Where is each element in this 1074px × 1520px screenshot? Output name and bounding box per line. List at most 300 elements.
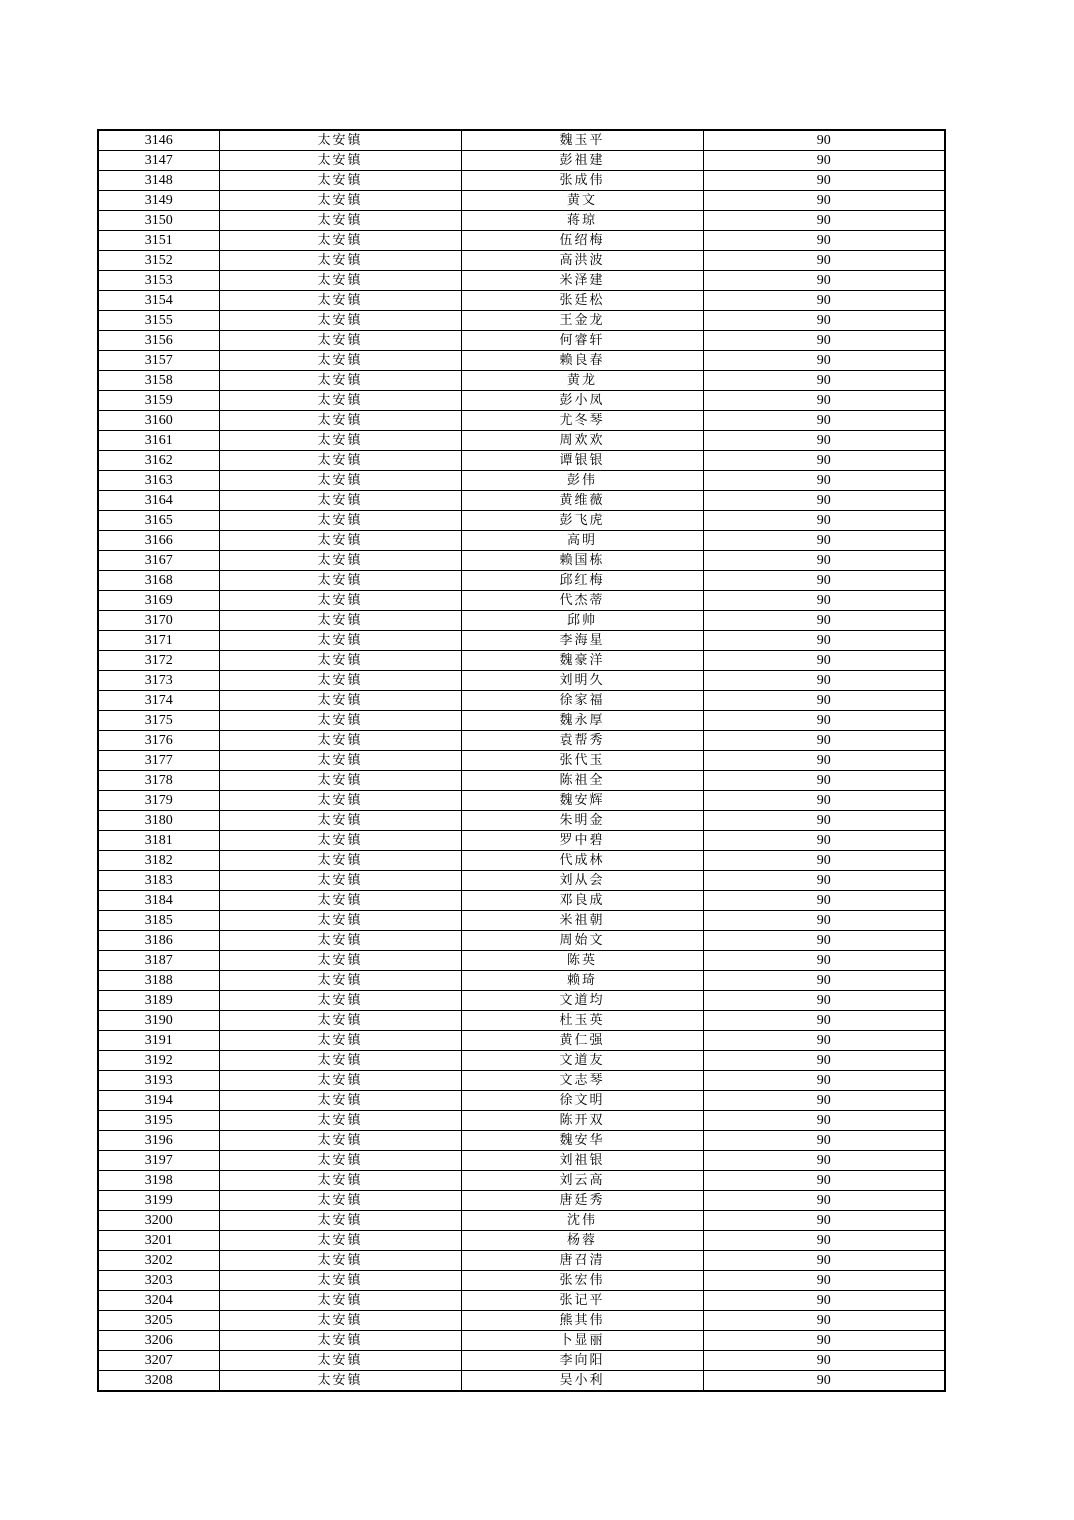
name-cell: 何睿轩: [461, 331, 703, 351]
serial-number-cell: 3167: [98, 551, 219, 571]
serial-number-cell: 3163: [98, 471, 219, 491]
score-cell: 90: [703, 651, 945, 671]
score-cell: 90: [703, 231, 945, 251]
town-cell: 太安镇: [219, 1051, 461, 1071]
town-cell: 太安镇: [219, 671, 461, 691]
town-cell: 太安镇: [219, 331, 461, 351]
table-row: [98, 291, 945, 311]
name-cell: 唐召清: [461, 1251, 703, 1271]
table-row: [98, 951, 945, 971]
town-cell: 太安镇: [219, 251, 461, 271]
serial-number-cell: 3187: [98, 951, 219, 971]
score-cell: 90: [703, 1031, 945, 1051]
serial-number-cell: 3159: [98, 391, 219, 411]
name-cell: 张代玉: [461, 751, 703, 771]
score-cell: 90: [703, 591, 945, 611]
name-cell: 彭伟: [461, 471, 703, 491]
name-cell: 彭小凤: [461, 391, 703, 411]
town-cell: 太安镇: [219, 951, 461, 971]
name-cell: 邱帅: [461, 611, 703, 631]
serial-number-cell: 3169: [98, 591, 219, 611]
table-row: [98, 811, 945, 831]
records-table: [97, 129, 946, 1392]
serial-number-cell: 3153: [98, 271, 219, 291]
table-row: [98, 171, 945, 191]
score-cell: 90: [703, 1171, 945, 1191]
score-cell: 90: [703, 1311, 945, 1331]
score-cell: 90: [703, 1151, 945, 1171]
name-cell: 黄维薇: [461, 491, 703, 511]
table-row: [98, 231, 945, 251]
serial-number-cell: 3204: [98, 1291, 219, 1311]
name-cell: 邓良成: [461, 891, 703, 911]
town-cell: 太安镇: [219, 571, 461, 591]
town-cell: 太安镇: [219, 451, 461, 471]
score-cell: 90: [703, 311, 945, 331]
score-cell: 90: [703, 1331, 945, 1351]
score-cell: 90: [703, 851, 945, 871]
table-row: [98, 531, 945, 551]
town-cell: 太安镇: [219, 551, 461, 571]
serial-number-cell: 3201: [98, 1231, 219, 1251]
serial-number-cell: 3182: [98, 851, 219, 871]
score-cell: 90: [703, 1071, 945, 1091]
score-cell: 90: [703, 431, 945, 451]
serial-number-cell: 3200: [98, 1211, 219, 1231]
table-row: [98, 511, 945, 531]
score-cell: 90: [703, 391, 945, 411]
name-cell: 高明: [461, 531, 703, 551]
serial-number-cell: 3202: [98, 1251, 219, 1271]
score-cell: 90: [703, 511, 945, 531]
town-cell: 太安镇: [219, 1031, 461, 1051]
town-cell: 太安镇: [219, 991, 461, 1011]
score-cell: 90: [703, 991, 945, 1011]
name-cell: 黄文: [461, 191, 703, 211]
name-cell: 文志琴: [461, 1071, 703, 1091]
town-cell: 太安镇: [219, 971, 461, 991]
score-cell: 90: [703, 191, 945, 211]
score-cell: 90: [703, 871, 945, 891]
score-cell: 90: [703, 691, 945, 711]
score-cell: 90: [703, 291, 945, 311]
town-cell: 太安镇: [219, 891, 461, 911]
serial-number-cell: 3148: [98, 171, 219, 191]
table-row: [98, 571, 945, 591]
serial-number-cell: 3150: [98, 211, 219, 231]
serial-number-cell: 3198: [98, 1171, 219, 1191]
table-row: [98, 1371, 945, 1392]
town-cell: 太安镇: [219, 691, 461, 711]
table-row: [98, 471, 945, 491]
serial-number-cell: 3156: [98, 331, 219, 351]
score-cell: 90: [703, 451, 945, 471]
table-row: [98, 1011, 945, 1031]
table-row: [98, 431, 945, 451]
score-cell: 90: [703, 1131, 945, 1151]
table-row: [98, 891, 945, 911]
score-cell: 90: [703, 531, 945, 551]
score-cell: 90: [703, 791, 945, 811]
name-cell: 尤冬琴: [461, 411, 703, 431]
serial-number-cell: 3196: [98, 1131, 219, 1151]
table-row: [98, 851, 945, 871]
serial-number-cell: 3164: [98, 491, 219, 511]
table-row: [98, 1291, 945, 1311]
table-row: [98, 991, 945, 1011]
name-cell: 赖琦: [461, 971, 703, 991]
name-cell: 徐文明: [461, 1091, 703, 1111]
records-table-body: [98, 130, 945, 1391]
name-cell: 熊其伟: [461, 1311, 703, 1331]
serial-number-cell: 3206: [98, 1331, 219, 1351]
town-cell: 太安镇: [219, 831, 461, 851]
score-cell: 90: [703, 971, 945, 991]
score-cell: 90: [703, 371, 945, 391]
serial-number-cell: 3168: [98, 571, 219, 591]
score-cell: 90: [703, 571, 945, 591]
serial-number-cell: 3165: [98, 511, 219, 531]
town-cell: 太安镇: [219, 1011, 461, 1031]
town-cell: 太安镇: [219, 1291, 461, 1311]
name-cell: 邱红梅: [461, 571, 703, 591]
table-row: [98, 731, 945, 751]
table-row: [98, 1331, 945, 1351]
name-cell: 张成伟: [461, 171, 703, 191]
name-cell: 张记平: [461, 1291, 703, 1311]
serial-number-cell: 3155: [98, 311, 219, 331]
table-row: [98, 871, 945, 891]
serial-number-cell: 3192: [98, 1051, 219, 1071]
town-cell: 太安镇: [219, 1231, 461, 1251]
score-cell: 90: [703, 771, 945, 791]
town-cell: 太安镇: [219, 731, 461, 751]
score-cell: 90: [703, 1271, 945, 1291]
table-row: [98, 1111, 945, 1131]
town-cell: 太安镇: [219, 151, 461, 171]
serial-number-cell: 3207: [98, 1351, 219, 1371]
table-row: [98, 791, 945, 811]
score-cell: 90: [703, 151, 945, 171]
serial-number-cell: 3172: [98, 651, 219, 671]
score-cell: 90: [703, 1231, 945, 1251]
table-row: [98, 1311, 945, 1331]
table-row: [98, 651, 945, 671]
table-row: [98, 751, 945, 771]
town-cell: 太安镇: [219, 171, 461, 191]
score-cell: 90: [703, 1211, 945, 1231]
table-row: [98, 1131, 945, 1151]
town-cell: 太安镇: [219, 1111, 461, 1131]
table-row: [98, 671, 945, 691]
town-cell: 太安镇: [219, 751, 461, 771]
town-cell: 太安镇: [219, 1071, 461, 1091]
town-cell: 太安镇: [219, 291, 461, 311]
town-cell: 太安镇: [219, 1311, 461, 1331]
score-cell: 90: [703, 331, 945, 351]
table-row: [98, 311, 945, 331]
name-cell: 张廷松: [461, 291, 703, 311]
name-cell: 米泽建: [461, 271, 703, 291]
serial-number-cell: 3190: [98, 1011, 219, 1031]
table-row: [98, 691, 945, 711]
town-cell: 太安镇: [219, 911, 461, 931]
serial-number-cell: 3203: [98, 1271, 219, 1291]
serial-number-cell: 3175: [98, 711, 219, 731]
score-cell: 90: [703, 271, 945, 291]
town-cell: 太安镇: [219, 1091, 461, 1111]
score-cell: 90: [703, 931, 945, 951]
serial-number-cell: 3146: [98, 130, 219, 151]
name-cell: 陈开双: [461, 1111, 703, 1131]
town-cell: 太安镇: [219, 651, 461, 671]
score-cell: 90: [703, 911, 945, 931]
table-row: [98, 151, 945, 171]
table-row: [98, 451, 945, 471]
score-cell: 90: [703, 611, 945, 631]
town-cell: 太安镇: [219, 1131, 461, 1151]
name-cell: 谭银银: [461, 451, 703, 471]
serial-number-cell: 3154: [98, 291, 219, 311]
town-cell: 太安镇: [219, 191, 461, 211]
serial-number-cell: 3194: [98, 1091, 219, 1111]
score-cell: 90: [703, 211, 945, 231]
town-cell: 太安镇: [219, 611, 461, 631]
town-cell: 太安镇: [219, 471, 461, 491]
table-row: [98, 1091, 945, 1111]
town-cell: 太安镇: [219, 871, 461, 891]
name-cell: 赖良春: [461, 351, 703, 371]
town-cell: 太安镇: [219, 211, 461, 231]
score-cell: 90: [703, 891, 945, 911]
score-cell: 90: [703, 351, 945, 371]
table-row: [98, 771, 945, 791]
town-cell: 太安镇: [219, 351, 461, 371]
serial-number-cell: 3166: [98, 531, 219, 551]
name-cell: 文道友: [461, 1051, 703, 1071]
table-row: [98, 631, 945, 651]
town-cell: 太安镇: [219, 591, 461, 611]
name-cell: 彭祖建: [461, 151, 703, 171]
table-row: [98, 1191, 945, 1211]
town-cell: 太安镇: [219, 271, 461, 291]
table-row: [98, 491, 945, 511]
town-cell: 太安镇: [219, 411, 461, 431]
town-cell: 太安镇: [219, 771, 461, 791]
name-cell: 王金龙: [461, 311, 703, 331]
table-row: [98, 591, 945, 611]
name-cell: 唐廷秀: [461, 1191, 703, 1211]
serial-number-cell: 3183: [98, 871, 219, 891]
name-cell: 魏安辉: [461, 791, 703, 811]
table-row: [98, 1351, 945, 1371]
town-cell: 太安镇: [219, 311, 461, 331]
serial-number-cell: 3147: [98, 151, 219, 171]
name-cell: 吴小利: [461, 1371, 703, 1392]
score-cell: 90: [703, 751, 945, 771]
serial-number-cell: 3186: [98, 931, 219, 951]
score-cell: 90: [703, 251, 945, 271]
table-row: [98, 1151, 945, 1171]
table-row: [98, 1231, 945, 1251]
name-cell: 文道均: [461, 991, 703, 1011]
table-row: [98, 551, 945, 571]
town-cell: 太安镇: [219, 1191, 461, 1211]
table-row: [98, 911, 945, 931]
serial-number-cell: 3174: [98, 691, 219, 711]
table-row: [98, 1051, 945, 1071]
table-row: [98, 1251, 945, 1271]
table-row: [98, 130, 945, 151]
serial-number-cell: 3180: [98, 811, 219, 831]
town-cell: 太安镇: [219, 1151, 461, 1171]
serial-number-cell: 3185: [98, 911, 219, 931]
town-cell: 太安镇: [219, 130, 461, 151]
town-cell: 太安镇: [219, 1371, 461, 1392]
name-cell: 黄龙: [461, 371, 703, 391]
serial-number-cell: 3160: [98, 411, 219, 431]
table-row: [98, 331, 945, 351]
table-row: [98, 1211, 945, 1231]
town-cell: 太安镇: [219, 371, 461, 391]
name-cell: 伍绍梅: [461, 231, 703, 251]
score-cell: 90: [703, 491, 945, 511]
serial-number-cell: 3170: [98, 611, 219, 631]
serial-number-cell: 3173: [98, 671, 219, 691]
score-cell: 90: [703, 1351, 945, 1371]
name-cell: 朱明金: [461, 811, 703, 831]
data-sheet: [97, 129, 946, 1392]
town-cell: 太安镇: [219, 1331, 461, 1351]
town-cell: 太安镇: [219, 931, 461, 951]
score-cell: 90: [703, 831, 945, 851]
table-row: [98, 351, 945, 371]
score-cell: 90: [703, 1251, 945, 1271]
serial-number-cell: 3205: [98, 1311, 219, 1331]
serial-number-cell: 3181: [98, 831, 219, 851]
serial-number-cell: 3191: [98, 1031, 219, 1051]
score-cell: 90: [703, 1371, 945, 1392]
serial-number-cell: 3149: [98, 191, 219, 211]
name-cell: 李海星: [461, 631, 703, 651]
town-cell: 太安镇: [219, 631, 461, 651]
table-row: [98, 931, 945, 951]
name-cell: 蒋琼: [461, 211, 703, 231]
name-cell: 高洪波: [461, 251, 703, 271]
name-cell: 杜玉英: [461, 1011, 703, 1031]
serial-number-cell: 3171: [98, 631, 219, 651]
table-row: [98, 371, 945, 391]
town-cell: 太安镇: [219, 531, 461, 551]
name-cell: 陈祖全: [461, 771, 703, 791]
score-cell: 90: [703, 471, 945, 491]
town-cell: 太安镇: [219, 511, 461, 531]
score-cell: 90: [703, 811, 945, 831]
name-cell: 刘祖银: [461, 1151, 703, 1171]
table-row: [98, 711, 945, 731]
score-cell: 90: [703, 551, 945, 571]
serial-number-cell: 3193: [98, 1071, 219, 1091]
name-cell: 魏安华: [461, 1131, 703, 1151]
name-cell: 袁帮秀: [461, 731, 703, 751]
serial-number-cell: 3177: [98, 751, 219, 771]
score-cell: 90: [703, 671, 945, 691]
serial-number-cell: 3158: [98, 371, 219, 391]
name-cell: 卜显丽: [461, 1331, 703, 1351]
serial-number-cell: 3197: [98, 1151, 219, 1171]
score-cell: 90: [703, 731, 945, 751]
serial-number-cell: 3161: [98, 431, 219, 451]
table-row: [98, 611, 945, 631]
town-cell: 太安镇: [219, 811, 461, 831]
name-cell: 杨蓉: [461, 1231, 703, 1251]
town-cell: 太安镇: [219, 1271, 461, 1291]
town-cell: 太安镇: [219, 431, 461, 451]
serial-number-cell: 3151: [98, 231, 219, 251]
town-cell: 太安镇: [219, 1211, 461, 1231]
score-cell: 90: [703, 130, 945, 151]
town-cell: 太安镇: [219, 1251, 461, 1271]
town-cell: 太安镇: [219, 851, 461, 871]
name-cell: 刘云高: [461, 1171, 703, 1191]
town-cell: 太安镇: [219, 231, 461, 251]
table-row: [98, 1031, 945, 1051]
serial-number-cell: 3152: [98, 251, 219, 271]
table-row: [98, 1071, 945, 1091]
serial-number-cell: 3199: [98, 1191, 219, 1211]
score-cell: 90: [703, 1011, 945, 1031]
score-cell: 90: [703, 951, 945, 971]
score-cell: 90: [703, 411, 945, 431]
name-cell: 沈伟: [461, 1211, 703, 1231]
name-cell: 刘明久: [461, 671, 703, 691]
town-cell: 太安镇: [219, 491, 461, 511]
name-cell: 周始文: [461, 931, 703, 951]
name-cell: 周欢欢: [461, 431, 703, 451]
score-cell: 90: [703, 171, 945, 191]
name-cell: 李向阳: [461, 1351, 703, 1371]
town-cell: 太安镇: [219, 1171, 461, 1191]
name-cell: 张宏伟: [461, 1271, 703, 1291]
score-cell: 90: [703, 1111, 945, 1131]
serial-number-cell: 3189: [98, 991, 219, 1011]
table-row: [98, 831, 945, 851]
serial-number-cell: 3157: [98, 351, 219, 371]
name-cell: 魏豪洋: [461, 651, 703, 671]
name-cell: 徐家福: [461, 691, 703, 711]
serial-number-cell: 3179: [98, 791, 219, 811]
name-cell: 魏永厚: [461, 711, 703, 731]
score-cell: 90: [703, 631, 945, 651]
name-cell: 刘从会: [461, 871, 703, 891]
serial-number-cell: 3208: [98, 1371, 219, 1392]
town-cell: 太安镇: [219, 1351, 461, 1371]
score-cell: 90: [703, 711, 945, 731]
score-cell: 90: [703, 1191, 945, 1211]
name-cell: 罗中碧: [461, 831, 703, 851]
serial-number-cell: 3188: [98, 971, 219, 991]
table-row: [98, 211, 945, 231]
serial-number-cell: 3176: [98, 731, 219, 751]
score-cell: 90: [703, 1291, 945, 1311]
score-cell: 90: [703, 1051, 945, 1071]
serial-number-cell: 3184: [98, 891, 219, 911]
town-cell: 太安镇: [219, 791, 461, 811]
table-row: [98, 411, 945, 431]
table-row: [98, 251, 945, 271]
name-cell: 赖国栋: [461, 551, 703, 571]
table-row: [98, 1171, 945, 1191]
